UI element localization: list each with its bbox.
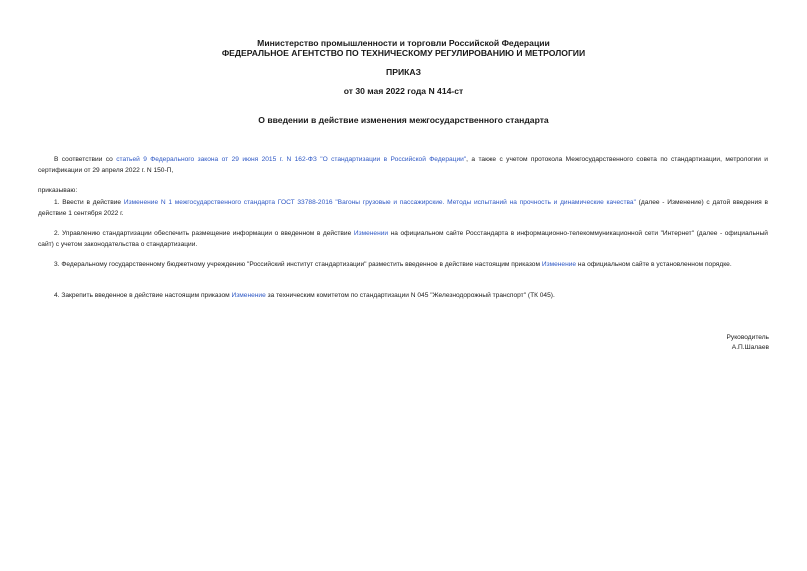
document-type: ПРИКАЗ [386,67,421,77]
signatory-title: Руководитель [726,334,769,341]
item-2-post: на официальном сайте Росстандарта в информационно-телекоммуникационной сети "Интернет" (далее - официальный сайт) с учетом законодательства о стандартизации. [38,230,768,248]
document-subject: О введении в действие изменения межгосударственного стандарта [258,115,549,125]
item-1-post: (далее - Изменение) с датой введения в действие 1 сентября 2022 г. [38,199,768,217]
document-date-number: от 30 мая 2022 года N 414-ст [343,86,464,96]
order-item-1 [38,198,768,219]
agency-name: ФЕДЕРАЛЬНОЕ АГЕНТСТВО ПО ТЕХНИЧЕСКОМУ РЕГУЛИРОВАНИЮ И МЕТРОЛОГИИ [221,48,586,58]
signatory-name: А.П.Шалаев [731,344,769,351]
amendment-link-4[interactable]: Изменение [231,292,266,299]
amendment-link-3[interactable]: Изменение [541,261,577,268]
order-item-3 [38,260,768,271]
intro-post: , а также с учетом протокола Межгосударственного совета по стандартизации, метрологии и сертификации от 29 апреля 2022 г. N 150-П, [38,156,768,174]
order-item-4 [38,291,768,302]
item-3-post: на официальном сайте в установленном порядке. [576,261,732,268]
amendment-link-2[interactable]: Изменении [353,230,389,237]
intro-paragraph [38,155,768,176]
amendment-standard-link[interactable]: Изменение N 1 межгосударственного стандарта ГОСТ 33788-2016 "Вагоны грузовые и пассажирские. Методы испытаний на прочность и динамические качества" [123,199,636,206]
item-2-pre: 2. Управлению стандартизации обеспечить размещение информации о введенном в действие [54,230,354,237]
order-item-2 [38,229,768,250]
item-3-pre: 3. Федеральному государственному бюджетному учреждению "Российский институт стандартизации" разместить введенное в действие настоящим приказом [54,261,542,268]
item-4-post: за техническим комитетом по стандартизации N 045 "Железнодорожный транспорт" (ТК 045). [265,292,555,299]
order-word: приказываю: [38,187,78,194]
item-4-pre: 4. Закрепить введенное в действие настоящим приказом [54,292,232,299]
intro-pre: В соответствии со [54,156,117,163]
law-link[interactable]: статьей 9 Федерального закона от 29 июня 2015 г. N 162-ФЗ "О стандартизации в Российской Федерации" [116,156,467,163]
item-1-pre: 1. Ввести в действие [54,199,124,206]
ministry-name: Министерство промышленности и торговли Российской Федерации [257,38,550,48]
